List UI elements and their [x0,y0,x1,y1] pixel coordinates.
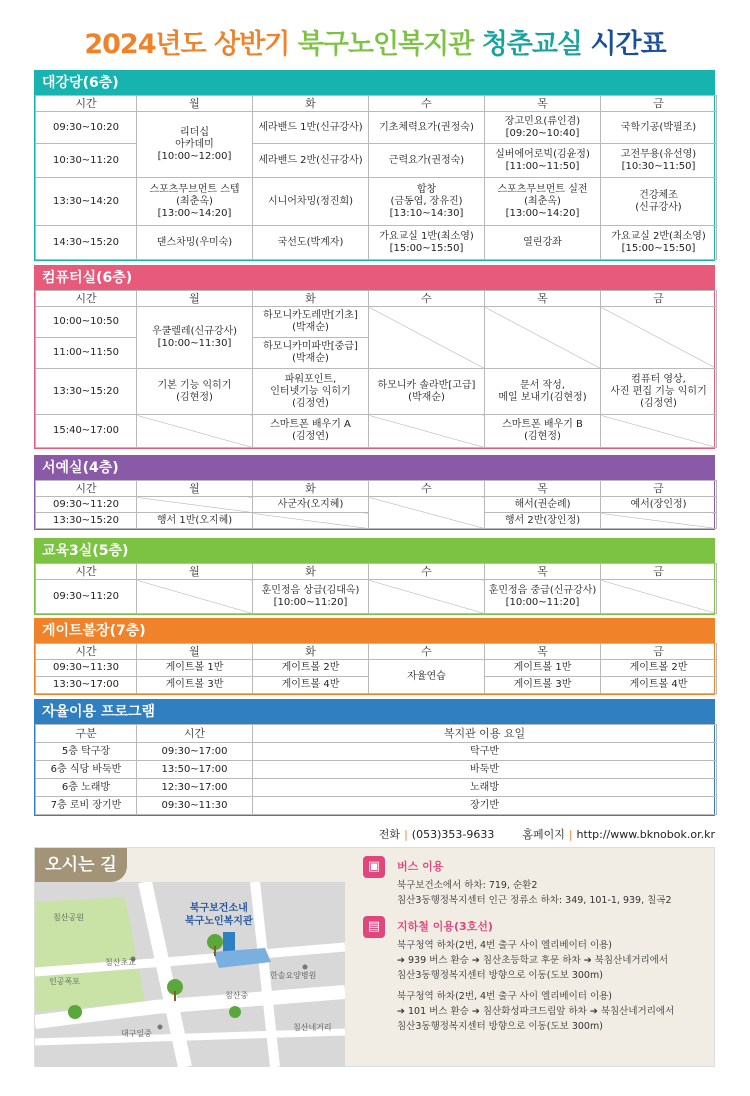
col-thu: 목 [485,564,601,580]
col-wed: 수 [369,644,485,660]
section-header: 컴퓨터실(6층) [35,266,714,290]
map-label: 대구일중 [121,1029,152,1038]
col-tue: 화 [253,644,369,660]
time-cell: 12:30~17:00 [137,779,253,797]
subway-line: ➔ 939 버스 환승 ➔ 침산초등학교 후문 하차 ➔ 북침산네거리에서 [397,955,669,966]
section-calligraphy-room [34,455,715,530]
empty-cell [369,307,485,369]
subway-line: 침산3동행정복지센터 방향으로 이동(도보 300m) [397,1021,603,1032]
class-cell: 게이트볼 1반 [485,660,601,677]
col-mon: 월 [137,644,253,660]
bus-line: 북구보건소에서 하차: 719, 순환2 [397,880,538,891]
class-cell: 댄스차밍(우미숙) [137,226,253,260]
time-cell: 13:30~15:20 [36,369,137,415]
subway-line: 북구청역 하차(2번, 4번 출구 사이 엘리베이터 이용) [397,991,613,1002]
map-label: 침산네거리 [293,1023,332,1032]
empty-cell [601,415,717,448]
time-cell: 10:30~11:20 [36,144,137,178]
day-cell: 탁구반 [253,743,717,761]
class-cell: 합창 (금동엽, 장유진) [13:10~14:30] [369,178,485,226]
subway-line: 북구청역 하차(2번, 4번 출구 사이 엘리베이터 이용) [397,940,613,951]
col-fri: 금 [601,96,717,112]
time-cell: 11:00~11:50 [36,338,137,369]
class-cell: 하모니카 솔라반[고급] (박재순) [369,369,485,415]
directions-title: 오시는 길 [35,848,127,882]
homepage-link[interactable]: http://www.bknobok.or.kr [576,828,715,841]
time-cell: 09:30~17:00 [137,743,253,761]
class-cell: 스마트폰 배우기 B (김현정) [485,415,601,448]
class-cell: 행서 1반(오지혜) [137,513,253,529]
title-year: 2024년도 [84,29,206,60]
homepage-label: 홈페이지 [522,828,565,841]
type-cell: 6층 식당 바둑반 [36,761,137,779]
col-tue: 화 [253,96,369,112]
class-cell: 게이트볼 4반 [601,677,717,694]
class-cell: 행서 2반(장인정) [485,513,601,529]
class-cell: 해서(권순례) [485,497,601,513]
col-mon: 월 [137,481,253,497]
schedule-table [35,480,717,529]
type-cell: 6층 노래방 [36,779,137,797]
class-cell: 세라밴드 2반(신규강사) [253,144,369,178]
bus-title: 버스 이용 [397,860,444,873]
class-cell: 사군자(오지혜) [253,497,369,513]
section-free-use-program [34,699,715,816]
map-label: 침산초교 [105,958,136,967]
class-cell: 가요교실 2반(최소영) [15:00~15:50] [601,226,717,260]
class-cell: 게이트볼 4반 [253,677,369,694]
time-cell: 13:30~17:00 [36,677,137,694]
col-tue: 화 [253,564,369,580]
col-thu: 목 [485,96,601,112]
time-cell: 09:30~10:20 [36,112,137,144]
class-cell: 게이트볼 3반 [485,677,601,694]
title-half: 상반기 [214,29,290,60]
map-label: 인공폭포 [49,977,80,986]
class-cell: 열린강좌 [485,226,601,260]
empty-cell [485,307,601,369]
schedule-table [35,95,717,260]
table-row [36,226,717,260]
col-thu: 목 [485,644,601,660]
table-row [36,307,717,338]
table-header-row [36,564,717,580]
map-label: 한솔요양병원 [270,971,317,980]
col-time: 시간 [36,644,137,660]
schedule-table [35,563,717,614]
class-cell: 국선도(박계자) [253,226,369,260]
title-class: 청춘교실 [481,29,583,60]
col-time: 시간 [137,725,253,743]
subway-line: 침산3동행정복지센터 방향으로 이동(도보 300m) [397,970,603,981]
title-org: 북구노인복지관 [297,29,474,60]
empty-cell [369,497,485,529]
empty-cell [137,580,253,614]
table-row [36,743,717,761]
title-schedule: 시간표 [590,29,666,60]
col-fri: 금 [601,481,717,497]
class-cell: 가요교실 1반(최소영) [15:00~15:50] [369,226,485,260]
table-row [36,797,717,815]
section-computer-room [34,265,715,449]
table-header-row [36,96,717,112]
section-header: 게이트볼장(7층) [35,619,714,643]
class-cell: 게이트볼 3반 [137,677,253,694]
bus-icon: ▣ [363,856,385,878]
col-thu: 목 [485,481,601,497]
class-cell: 게이트볼 2반 [253,660,369,677]
class-cell: 실버에어로빅(김윤정) [11:00~11:50] [485,144,601,178]
location-map [35,882,345,1067]
section-education-room-3 [34,538,715,615]
class-cell: 스포츠무브먼트 스텝 (최춘옥) [13:00~14:20] [137,178,253,226]
table-row [36,112,717,144]
col-wed: 수 [369,291,485,307]
class-cell: 자율연습 [369,660,485,694]
class-cell: 고전무용(유선영) [10:30~11:50] [601,144,717,178]
time-cell: 09:30~11:20 [36,497,137,513]
class-cell: 우쿨렐레(신규강사) [10:00~11:30] [137,307,253,369]
col-thu: 목 [485,291,601,307]
subway-icon: ▤ [363,916,385,938]
col-mon: 월 [137,564,253,580]
time-cell: 13:30~15:20 [36,513,137,529]
transit-info [363,856,708,1042]
col-mon: 월 [137,96,253,112]
col-wed: 수 [369,564,485,580]
time-cell: 09:30~11:20 [36,580,137,614]
class-cell: 국학기공(박필조) [601,112,717,144]
col-tue: 화 [253,291,369,307]
section-header: 교육3실(5층) [35,539,714,563]
section-header: 대강당(6층) [35,71,714,95]
table-header-row [36,644,717,660]
table-header-row [36,481,717,497]
phone-number: (053)353-9633 [411,828,495,841]
directions-panel [34,847,715,1067]
class-cell: 컴퓨터 영상, 사진 편집 기능 익히기 (김정연) [601,369,717,415]
schedule-table [35,643,717,694]
class-cell: 하모니카도레반[기초] (박재순) [253,307,369,338]
bus-line: 침산3동행정복지센터 인근 정류소 하차: 349, 101-1, 939, 칠곡2 [397,895,672,906]
empty-cell [137,415,253,448]
empty-cell [137,497,253,513]
class-cell: 리더십 아카데미 [10:00~12:00] [137,112,253,178]
table-header-row [36,725,717,743]
class-cell: 파워포인트, 인터넷기능 익히기 (김정연) [253,369,369,415]
time-cell: 13:50~17:00 [137,761,253,779]
class-cell: 시니어차밍(정진희) [253,178,369,226]
table-row [36,580,717,614]
class-cell: 기본 기능 익히기 (김현정) [137,369,253,415]
class-cell: 건강체조 (신규강사) [601,178,717,226]
subway-title: 지하철 이용(3호선) [397,920,493,933]
map-label: 침산중 [225,991,249,1000]
table-row [36,497,717,513]
table-header-row [36,291,717,307]
class-cell: 기초체력요가(권정숙) [369,112,485,144]
schedule-table [35,290,717,448]
col-fri: 금 [601,291,717,307]
table-row [36,779,717,797]
empty-cell [601,580,717,614]
table-row [36,415,717,448]
table-row [36,369,717,415]
class-cell: 게이트볼 1반 [137,660,253,677]
section-header: 서예실(4층) [35,456,714,480]
class-cell: 예서(장인정) [601,497,717,513]
section-main-hall [34,70,715,261]
col-day: 복지관 이용 요일 [253,725,717,743]
class-cell: 게이트볼 2반 [601,660,717,677]
col-fri: 금 [601,564,717,580]
col-tue: 화 [253,481,369,497]
col-wed: 수 [369,481,485,497]
empty-cell [601,307,717,369]
day-cell: 노래방 [253,779,717,797]
type-cell: 7층 로비 장기반 [36,797,137,815]
subway-info [363,916,708,1034]
time-cell: 10:00~10:50 [36,307,137,338]
table-row [36,178,717,226]
subway-line: ➔ 101 버스 환승 ➔ 침산화성파크드림앞 하차 ➔ 북침산네거리에서 [397,1006,675,1017]
empty-cell [369,415,485,448]
bus-info [363,856,708,908]
empty-cell [253,513,369,529]
empty-cell [601,513,717,529]
col-type: 구분 [36,725,137,743]
schedule-table [35,724,717,815]
phone-label: 전화 [378,828,401,841]
class-cell: 장고민요(류인겸) [09:20~10:40] [485,112,601,144]
day-cell: 장기반 [253,797,717,815]
class-cell: 스포츠무브먼트 실전 (최춘옥) [13:00~14:20] [485,178,601,226]
col-time: 시간 [36,481,137,497]
section-gateball-court [34,618,715,695]
time-cell: 14:30~15:20 [36,226,137,260]
contact-line: 전화 | (053)353-9633 홈페이지 | http://www.bknobok.or.kr [378,828,715,841]
class-cell: 근력요가(권정숙) [369,144,485,178]
map-title: 북구보건소내 북구노인복지관 [185,903,253,927]
time-cell: 09:30~11:30 [36,660,137,677]
time-cell: 13:30~14:20 [36,178,137,226]
class-cell: 세라밴드 1반(신규강사) [253,112,369,144]
time-cell: 15:40~17:00 [36,415,137,448]
table-row [36,660,717,677]
class-cell: 훈민정음 상급(김대옥) [10:00~11:20] [253,580,369,614]
page-title [0,22,750,61]
col-time: 시간 [36,96,137,112]
section-header: 자율이용 프로그램 [35,700,714,724]
col-fri: 금 [601,644,717,660]
class-cell: 스마트폰 배우기 A (김정연) [253,415,369,448]
col-time: 시간 [36,564,137,580]
day-cell: 바둑반 [253,761,717,779]
map-label: 침산공원 [53,913,84,922]
col-time: 시간 [36,291,137,307]
class-cell: 문서 작성, 메일 보내기(김현정) [485,369,601,415]
time-cell: 09:30~11:30 [137,797,253,815]
table-row [36,761,717,779]
empty-cell [369,580,485,614]
type-cell: 5층 탁구장 [36,743,137,761]
class-cell: 하모니카미파반[중급] (박재순) [253,338,369,369]
class-cell: 훈민정음 중급(신규강사) [10:00~11:20] [485,580,601,614]
col-mon: 월 [137,291,253,307]
col-wed: 수 [369,96,485,112]
